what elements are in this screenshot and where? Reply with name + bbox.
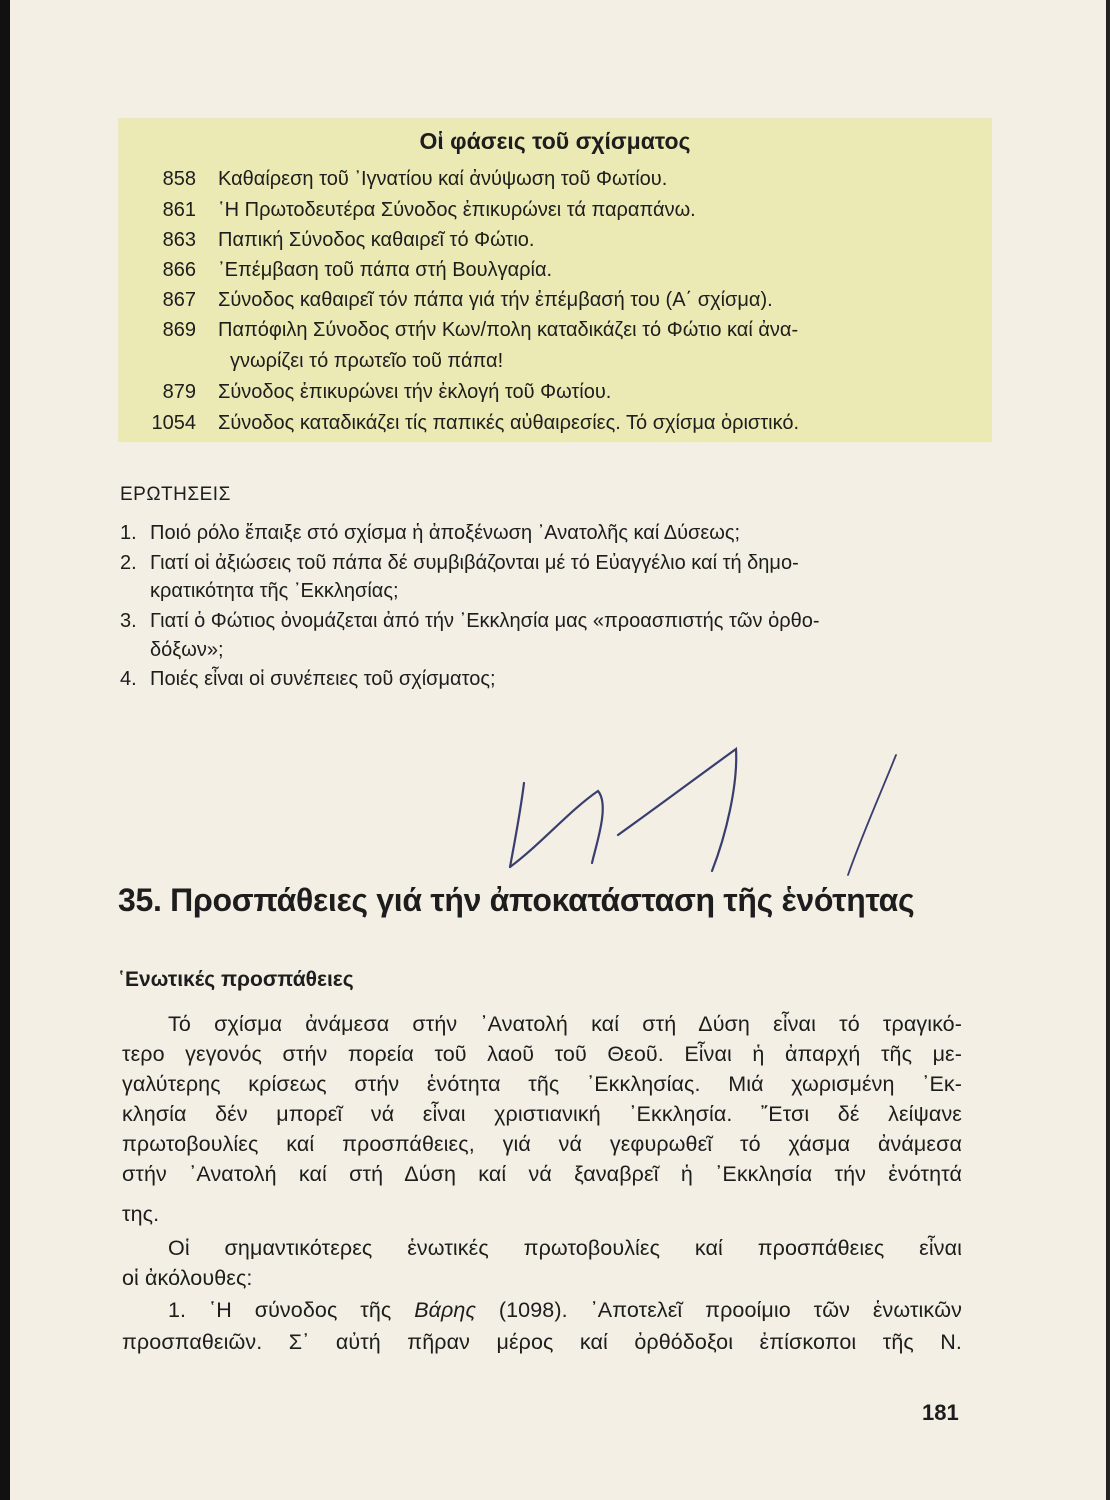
scan-left-edge	[0, 0, 10, 1500]
timeline-title: Οἱ φάσεις τοῦ σχίσματος	[419, 128, 691, 154]
question-number: 4.	[120, 668, 137, 690]
timeline-year: 861	[162, 199, 196, 221]
paragraph-line: πρωτοβουλίες καί προσπάθειες, γιά νά γεφυρωθεῖ τό χάσμα ἀνάμεσα	[122, 1132, 962, 1156]
timeline-year: 866	[162, 259, 196, 281]
timeline-box	[118, 118, 992, 442]
timeline-year: 1054	[151, 412, 196, 434]
list-item-prefix: 1. ῾Η σύνοδος τῆς	[168, 1298, 415, 1322]
timeline-text: ᾿Επέμβαση τοῦ πάπα στή Βουλγαρία.	[218, 259, 553, 281]
timeline-text: ῾Η Πρωτοδευτέρα Σύνοδος ἐπικυρώνει τά παραπάνω.	[218, 199, 696, 221]
question-text: Γιατί οἱ ἀξιώσεις τοῦ πάπα δέ συμβιβάζονται μέ τό Εὐαγγέλιο καί τή δημο-	[150, 552, 799, 574]
timeline-year: 858	[162, 168, 196, 190]
chapter-title: 35. Προσπάθειες γιά τήν ἀποκατάσταση τῆς ἑνότητας	[118, 882, 915, 918]
question-text: Ποιό ρόλο ἔπαιξε στό σχίσμα ἡ ἀποξένωση ᾿Ανατολῆς καί Δύσεως;	[150, 522, 741, 544]
questions-heading: ΕΡΩΤΗΣΕΙΣ	[120, 484, 231, 505]
timeline-text: Παπόφιλη Σύνοδος στήν Κων/πολη καταδικάζει τό Φώτιο καί ἀνα-	[218, 319, 799, 341]
paragraph-line: γαλύτερης κρίσεως στήν ἑνότητα τῆς ᾿Εκκλησίας. Μιά χωρισμένη ᾿Εκ-	[122, 1072, 962, 1096]
section-title: ῾Ενωτικές προσπάθειες	[118, 968, 354, 991]
scan-right-edge	[1106, 0, 1110, 1500]
question-text: κρατικότητα τῆς ᾿Εκκλησίας;	[150, 580, 399, 602]
paragraph-line: προσπαθειῶν. Σ᾿ αὐτή πῆραν μέρος καί ὀρθόδοξοι ἐπίσκοποι τῆς Ν.	[122, 1330, 962, 1354]
list-item-rest: (1098). ᾿Αποτελεῖ προοίμιο τῶν ἑνωτικῶν	[476, 1298, 962, 1322]
timeline-year: 863	[162, 229, 196, 251]
paragraph-line: Τό σχίσμα ἀνάμεσα στήν ᾿Ανατολή καί στή Δύση εἶναι τό τραγικό-	[168, 1012, 962, 1036]
timeline-text: Σύνοδος καθαιρεῖ τόν πάπα γιά τήν ἐπέμβασή του (Α΄ σχίσμα).	[218, 289, 773, 311]
timeline-year: 869	[162, 319, 196, 341]
paragraph-line: οἱ ἀκόλουθες:	[122, 1266, 253, 1290]
question-text: Ποιές εἶναι οἱ συνέπειες τοῦ σχίσματος;	[150, 668, 496, 690]
handwritten-scribble	[500, 735, 900, 885]
timeline-text: Σύνοδος ἐπικυρώνει τήν ἐκλογή τοῦ Φωτίου.	[218, 381, 612, 403]
question-text: δόξων»;	[150, 639, 224, 661]
timeline-text: γνωρίζει τό πρωτεῖο τοῦ πάπα!	[230, 350, 504, 372]
page-number: 181	[922, 1400, 959, 1425]
paragraph-line: κλησία δέν μπορεῖ νά εἶναι χριστιανική ᾿Εκκλησία. ῎Ετσι δέ λείψανε	[122, 1102, 962, 1126]
question-number: 1.	[120, 522, 137, 544]
list-item-1	[168, 1298, 962, 1323]
timeline-year: 879	[162, 381, 196, 403]
place-name: Βάρης	[414, 1298, 477, 1322]
timeline-text: Παπική Σύνοδος καθαιρεῖ τό Φώτιο.	[218, 229, 535, 251]
paragraph-line: στήν ᾿Ανατολή καί στή Δύση καί νά ξαναβρεῖ ἡ ᾿Εκκλησία τήν ἑνότητά	[122, 1162, 962, 1186]
timeline-text: Καθαίρεση τοῦ ᾿Ιγνατίου καί ἀνύψωση τοῦ Φωτίου.	[218, 168, 668, 190]
timeline-year: 867	[162, 289, 196, 311]
question-number: 3.	[120, 610, 137, 632]
paragraph-line: τερο γεγονός στήν πορεία τοῦ λαοῦ τοῦ Θεοῦ. Εἶναι ἡ ἀπαρχή τῆς με-	[122, 1042, 962, 1066]
question-text: Γιατί ὁ Φώτιος ὀνομάζεται ἀπό τήν ᾿Εκκλησία μας «προασπιστής τῶν ὀρθο-	[150, 610, 820, 632]
paragraph-line: της.	[122, 1202, 160, 1226]
paragraph-line: Οἱ σημαντικότερες ἑνωτικές πρωτοβουλίες καί προσπάθειες εἶναι	[168, 1236, 962, 1260]
question-number: 2.	[120, 552, 137, 574]
timeline-text: Σύνοδος καταδικάζει τίς παπικές αὐθαιρεσίες. Τό σχίσμα ὁριστικό.	[218, 412, 800, 434]
